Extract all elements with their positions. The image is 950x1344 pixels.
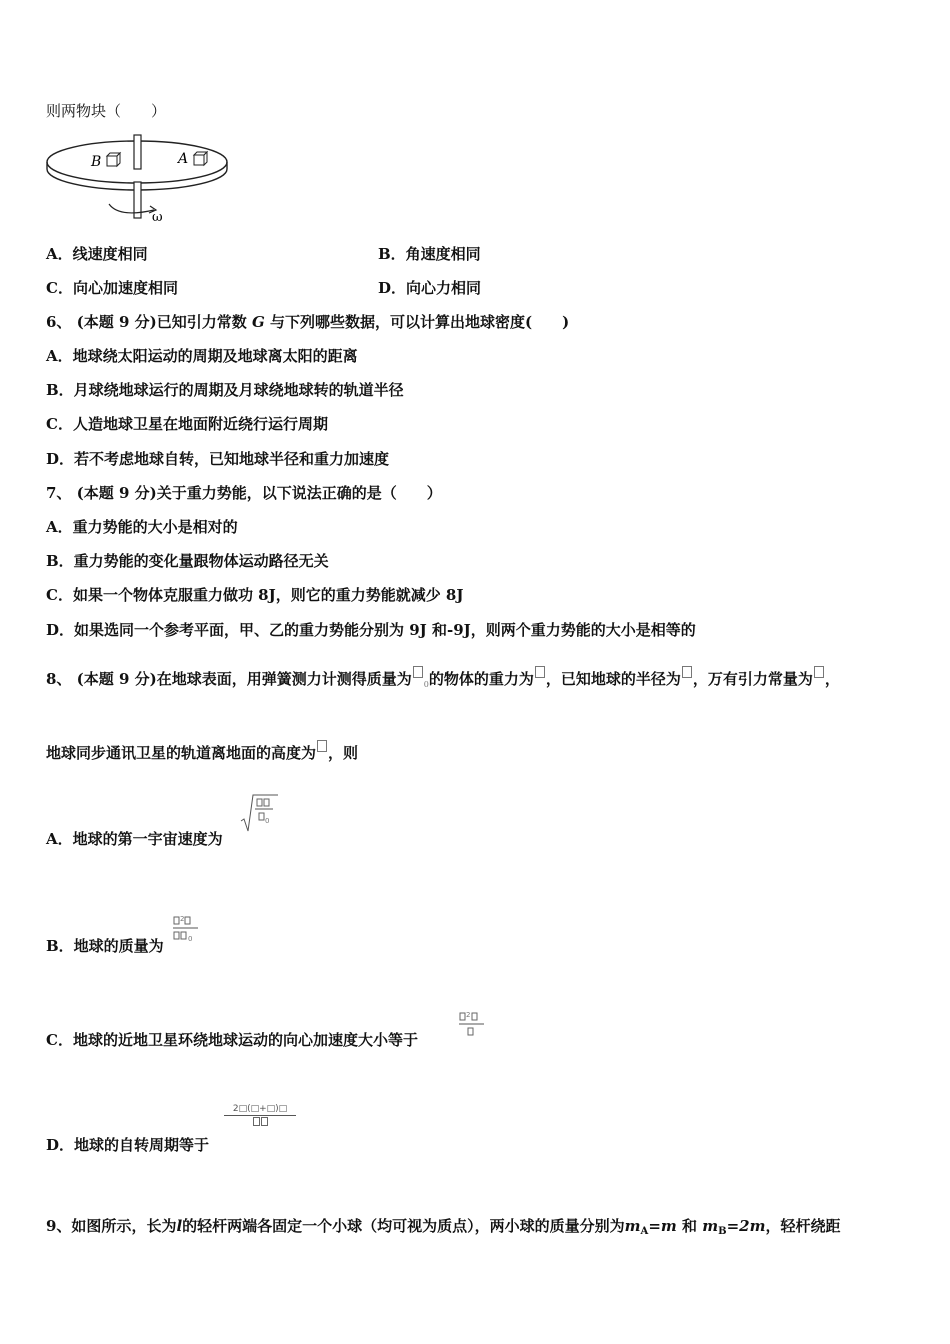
q5-option-b: B．角速度相同 bbox=[378, 245, 481, 263]
svg-text:0: 0 bbox=[265, 817, 270, 825]
q7-stem: 7、 (本题 9 分)关于重力势能，以下说法正确的是（ ） bbox=[46, 484, 442, 502]
q6-option-c: C．人造地球卫星在地面附近绕行运行周期 bbox=[46, 415, 328, 433]
q7-option-d: D．如果选同一个参考平面，甲、乙的重力势能分别为 9J 和-9J，则两个重力势能的大小是相等的 bbox=[46, 621, 696, 639]
q8-stem-line1: 8、 (本题 9 分)在地球表面，用弹簧测力计测得质量为 $_0$的物体的重力为 ，已知地球的半径为 ，万有引力常量为 ， bbox=[46, 666, 840, 695]
label-a: A bbox=[178, 151, 189, 167]
q5-option-a: A．线速度相同 bbox=[46, 245, 148, 263]
formula-placeholder-R bbox=[682, 666, 692, 678]
q7-option-c: C．如果一个物体克服重力做功 8J，则它的重力势能就减少 8J bbox=[46, 586, 464, 604]
q7-option-a: A．重力势能的大小是相对的 bbox=[46, 518, 238, 536]
rotating-disk-figure bbox=[44, 126, 234, 226]
q7-option-b: B．重力势能的变化量跟物体运动路径无关 bbox=[46, 552, 329, 570]
q9-stem: 9、如图所示，长为l的轻杆两端各固定一个小球（均可视为质点），两小球的质量分别为$m_A=m$ 和 $m_B=2m$，轻杆绕距 bbox=[46, 1217, 841, 1237]
q5-option-c: C．向心加速度相同 bbox=[46, 279, 178, 297]
block-a bbox=[194, 152, 207, 165]
q5-tail: 则两物块（ ） bbox=[46, 102, 167, 120]
formula-placeholder-m0 bbox=[413, 666, 423, 678]
q6-option-b: B．月球绕地球运行的周期及月球绕地球转的轨道半径 bbox=[46, 381, 404, 399]
q5-option-d: D．向心力相同 bbox=[378, 279, 482, 297]
q8-option-d: D．地球的自转周期等于 bbox=[46, 1136, 210, 1154]
q6-option-a: A．地球绕太阳运动的周期及地球离太阳的距离 bbox=[46, 347, 358, 365]
q6-stem: 6、 (本题 9 分)已知引力常数 G 与下列哪些数据，可以计算出地球密度( ) bbox=[46, 313, 570, 331]
label-omega: ω bbox=[152, 210, 163, 225]
label-b: B bbox=[91, 154, 102, 170]
svg-text:2: 2 bbox=[466, 1011, 471, 1019]
formula-placeholder-F bbox=[535, 666, 545, 678]
block-b bbox=[107, 153, 120, 166]
q6-option-d: D．若不考虑地球自转，已知地球半径和重力加速度 bbox=[46, 450, 390, 468]
formula-placeholder-G bbox=[814, 666, 824, 678]
formula-placeholder-h bbox=[317, 740, 327, 752]
fraction-formula-c bbox=[458, 1009, 488, 1045]
q8-option-a: A．地球的第一宇宙速度为 bbox=[46, 830, 223, 848]
q8-option-c: C．地球的近地卫星环绕地球运动的向心加速度大小等于 bbox=[46, 1031, 418, 1049]
sqrt-formula-a bbox=[240, 793, 280, 835]
fraction-formula-d: 2□(□+□)□ bbox=[224, 1104, 296, 1128]
svg-text:0: 0 bbox=[188, 935, 193, 943]
svg-text:2: 2 bbox=[180, 915, 185, 923]
fraction-formula-b bbox=[172, 913, 202, 949]
q8-stem-line2: 地球同步通讯卫星的轨道离地面的高度为 ，则 bbox=[46, 740, 358, 763]
q8-option-b: B．地球的质量为 bbox=[46, 937, 164, 955]
